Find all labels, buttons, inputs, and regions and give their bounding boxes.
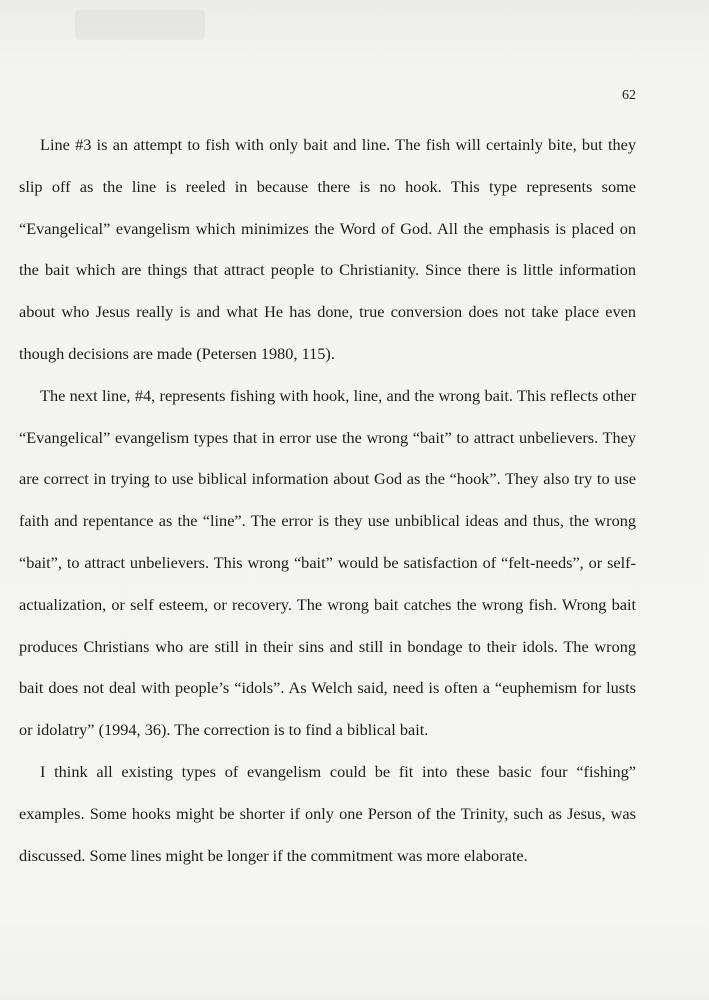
paragraph-line-4: The next line, #4, represents fishing with hook, line, and the wrong bait. This reflects other “Evangelical” evangelism types that in error use the wrong “bait” to attract unbelievers. They are correct in trying to use biblical information about God as the “hook”. They also try to use faith and repentance as the “line”. The error is they use unbiblical ideas and thus, the wrong “bait”, to attract unbelievers. This wrong “bait” would be satisfaction of “felt-needs”, or self-actualization, or self esteem, or recovery. The wrong bait catches the wrong fish. Wrong bait produces Christians who are still in their sins and still in bondage to their idols. The wrong bait does not deal with people’s “idols”. As Welch said, need is often a “euphemism for lusts or idolatry” (1994, 36). The correction is to find a biblical bait. [19,385,636,740]
paragraph-fishing-examples: I think all existing types of evangelism could be fit into these basic four “fishing” examples. Some hooks might be shorter if only one Person of the Trinity, such as Jesus, was discussed. Some lines might be longer if the commitment was more elaborate. [19,761,636,865]
page-number: 62 [622,88,636,103]
body-text [19,124,636,876]
paragraph-line-3: Line #3 is an attempt to fish with only bait and line. The fish will certainly bite, but they slip off as the line is reeled in because there is no hook. This type represents some “Evangelical” evangelism which minimizes the Word of God. All the emphasis is placed on the bait which are things that attract people to Christianity. Since there is little information about who Jesus really is and what He has done, true conversion does not take place even though decisions are made (Petersen 1980, 115). [19,135,636,363]
bleed-through-mark [75,10,205,40]
